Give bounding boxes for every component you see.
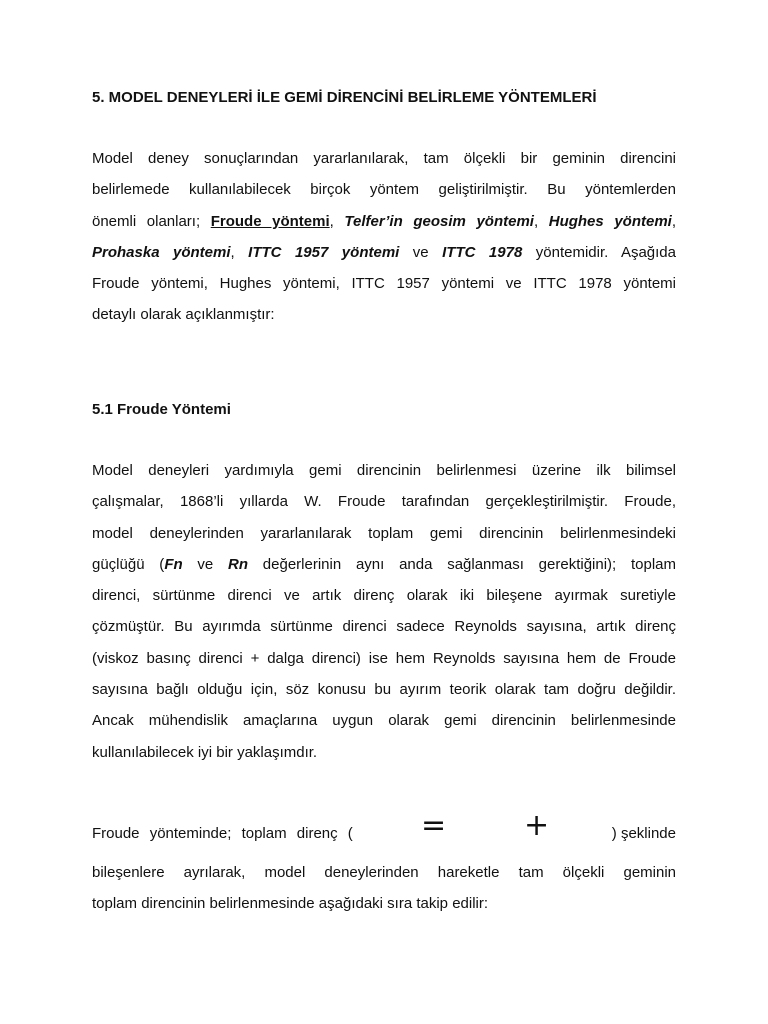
- plus-sign: +: [524, 808, 550, 843]
- procedure-formula-line: [92, 808, 676, 856]
- method-ittc1978: ITTC 1978: [442, 243, 523, 261]
- intro-line-4: [92, 237, 676, 268]
- froude-line-9: Ancak mühendislik amaçlarına uygun olarak gemi direncinin belirlenmesinde: [92, 712, 676, 730]
- froude-line-8: sayısına bağlı olduğu için, söz konusu bu ayırım teorik olarak tam doğru değildir.: [92, 681, 676, 699]
- intro-prefix: önemli olanları;: [92, 212, 211, 230]
- separator: ,: [230, 243, 249, 261]
- froude-line-4: [92, 549, 676, 580]
- froude-line-10: kullanılabilecek iyi bir yaklaşımdır.: [92, 743, 318, 761]
- method-prohaska: Prohaska yöntemi: [92, 243, 231, 261]
- procedure-line-3: toplam direncinin belirlenmesinde aşağıdaki sıra takip edilir:: [92, 895, 489, 913]
- intro-paragraph: [92, 143, 676, 331]
- froude-line-4-prefix: güçlüğü (: [92, 555, 165, 573]
- fn-symbol: Fn: [164, 555, 183, 573]
- procedure-line-1-right: ) şeklinde: [611, 825, 676, 842]
- procedure-line-1-left: Froude yönteminde; toplam direnç (: [92, 825, 353, 842]
- intro-line-5: Froude yöntemi, Hughes yöntemi, ITTC 1957 yöntemi ve ITTC 1978 yöntemi: [92, 275, 676, 293]
- froude-line-1: Model deneyleri yardımıyla gemi direncinin belirlenmesi üzerine ilk bilimsel: [92, 462, 676, 479]
- equals-sign: =: [421, 808, 447, 843]
- froude-line-6: çözmüştür. Bu ayırımda sürtünme direnci sadece Reynolds sayısına, artık direnç: [92, 618, 676, 636]
- froude-line-5: direnci, sürtünme direnci ve artık direnç olarak iki bileşene ayırmak suretiyle: [92, 587, 676, 605]
- intro-suffix: yöntemidir. Aşağıda: [522, 243, 676, 261]
- method-telfer: Telfer’in geosim yöntemi: [344, 212, 534, 230]
- froude-line-4-mid: ve: [182, 555, 229, 573]
- method-hughes: Hughes yöntemi: [548, 212, 672, 230]
- froude-paragraph: [92, 455, 676, 768]
- section-title: 5. MODEL DENEYLERİ İLE GEMİ DİRENCİNİ BELİRLEME YÖNTEMLERİ: [92, 89, 597, 106]
- conjunction: ve: [399, 243, 443, 261]
- froude-line-3: model deneylerinden yararlanılarak toplam gemi direncinin belirlenmesindeki: [92, 524, 676, 542]
- intro-line-2: belirlemede kullanılabilecek birçok yöntem geliştirilmiştir. Bu yöntemlerden: [92, 181, 676, 199]
- separator: ,: [329, 212, 345, 230]
- froude-line-7: (viskoz basınç direnci + dalga direnci) ise hem Reynolds sayısına hem de Froude: [92, 649, 676, 667]
- subsection-title: 5.1 Froude Yöntemi: [92, 401, 231, 418]
- method-ittc1957: ITTC 1957 yöntemi: [248, 243, 400, 261]
- separator: ,: [533, 212, 549, 230]
- intro-line-3: [92, 206, 676, 237]
- intro-line-1: Model deney sonuçlarından yararlanılarak, tam ölçekli bir geminin direncini: [92, 150, 676, 167]
- method-froude: Froude yöntemi: [210, 212, 330, 230]
- froude-line-4-suffix: değerlerinin aynı anda sağlanması gerektiğini); toplam: [248, 555, 676, 573]
- procedure-paragraph: [92, 857, 676, 920]
- procedure-line-2: bileşenlere ayrılarak, model deneylerinden hareketle tam ölçekli geminin: [92, 864, 676, 881]
- separator: ,: [671, 212, 677, 230]
- rn-symbol: Rn: [228, 555, 249, 573]
- froude-line-2: çalışmalar, 1868’li yıllarda W. Froude tarafından gerçekleştirilmiştir. Froude,: [92, 493, 676, 511]
- intro-line-6: detaylı olarak açıklanmıştır:: [92, 306, 275, 324]
